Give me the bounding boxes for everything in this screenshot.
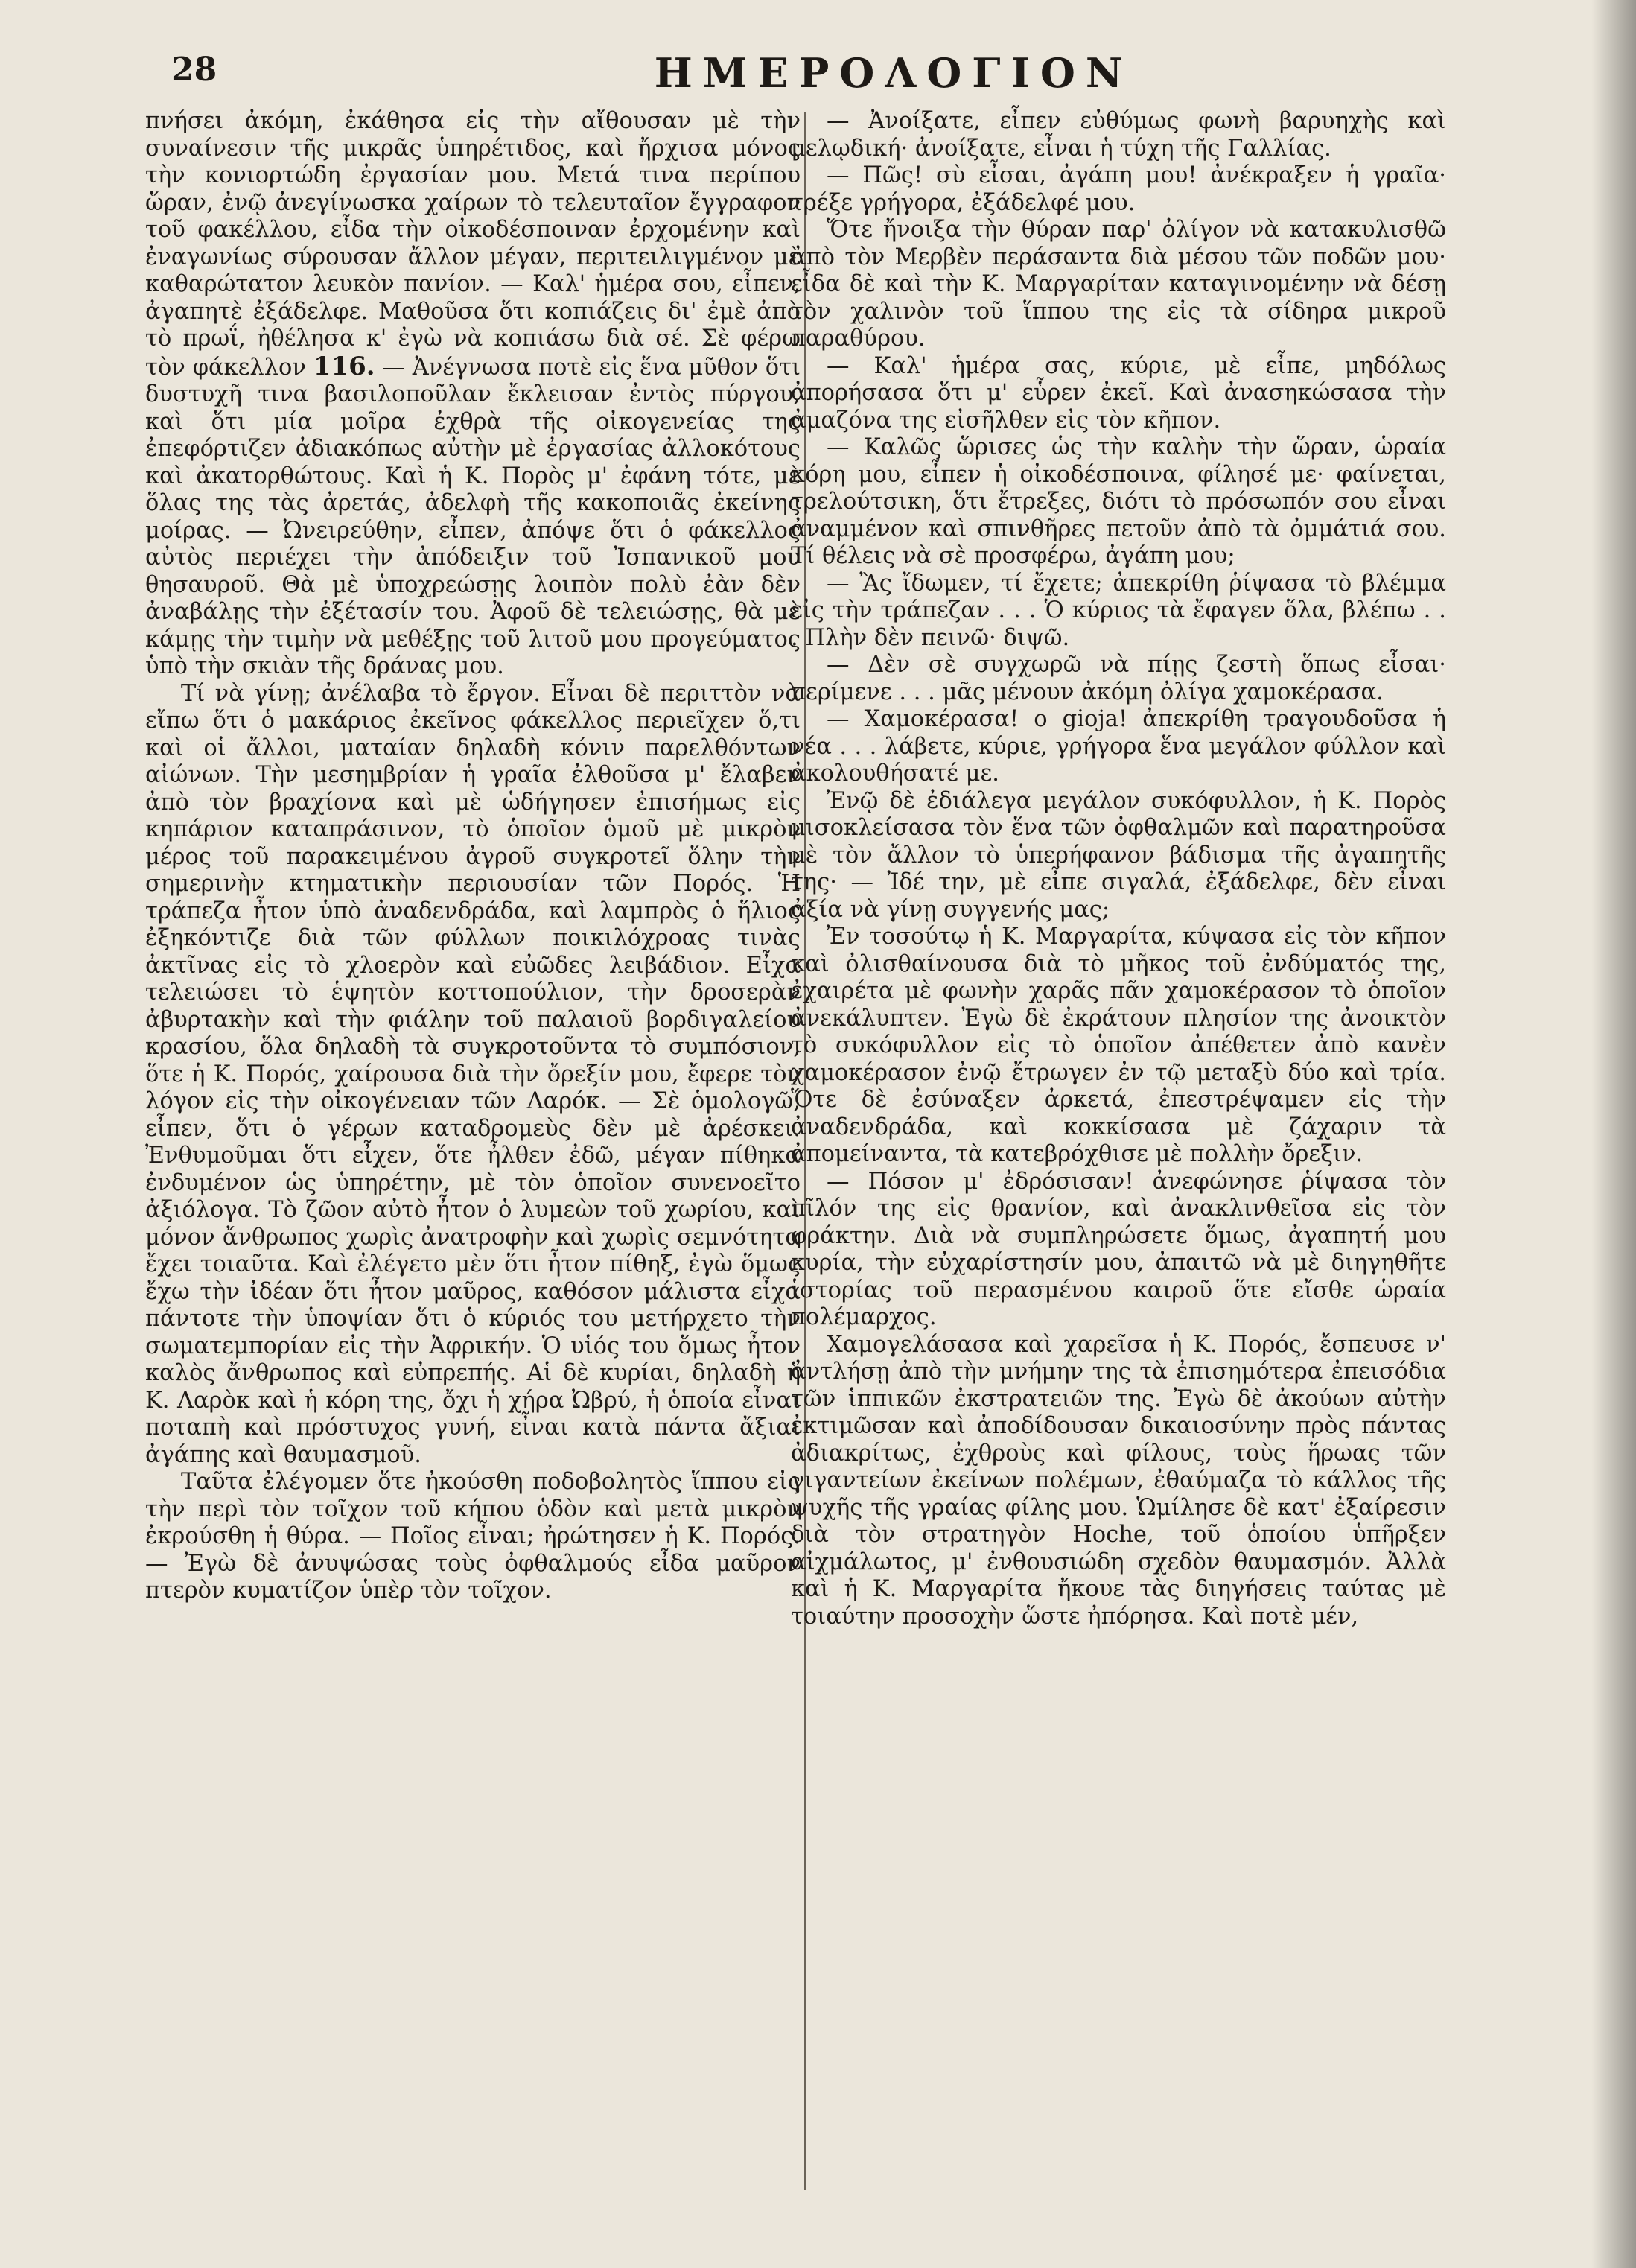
section-number: 116. <box>313 351 375 381</box>
page-header <box>164 46 1474 106</box>
paragraph: Ταῦτα ἐλέγομεν ὅτε ἠκούσθη ποδοβολητὸς ἵππου εἰς τὴν περὶ τὸν τοῖχον τοῦ κήπου ὁδὸν καὶ μετὰ μικρὸν ἐκρούσθη ἡ θύρα. — Ποῖος εἶναι; ἠρώτησεν ἡ Κ. Πορός. — Ἐγὼ δὲ ἀνυψώσας τοὺς ὀφθαλμούς εἶδα μαῦρον πτερὸν κυματίζον ὑπὲρ τὸν τοῖχον. <box>145 1469 801 1604</box>
paragraph: — Ἂς ἴδωμεν, τί ἔχετε; ἀπεκρίθη ῥίψασα τὸ βλέμμα εἰς τὴν τράπεζαν . . . Ὁ κύριος τὰ ἔφαγεν ὅλα, βλέπω . . . Πλὴν δὲν πεινῶ· διψῶ. <box>791 570 1446 651</box>
paragraph <box>145 108 801 681</box>
paragraph: Τί νὰ γίνῃ; ἀνέλαβα τὸ ἔργον. Εἶναι δὲ περιττὸν νὰ εἴπω ὅτι ὁ μακάριος ἐκεῖνος φάκελλος περιεῖχεν ὅ,τι καὶ οἱ ἄλλοι, ματαίαν δηλαδὴ κόνιν παρελθόντων αἰώνων. Τὴν μεσημβρίαν ἡ γραῖα ἐλθοῦσα μ' ἔλαβεν ἀπὸ τὸν βραχίονα καὶ μὲ ὡδήγησεν ἐπισήμως εἰς κηπάριον καταπράσινον, τὸ ὁποῖον ὁμοῦ μὲ μικρὸν μέρος τοῦ παρακειμένου ἀγροῦ συγκροτεῖ ὅλην τὴν σημερινὴν κτηματικὴν περιουσίαν τῶν Πορός. Ἡ τράπεζα ἦτον ὑπὸ ἀναδενδράδα, καὶ λαμπρὸς ὁ ἥλιος ἐξηκόντιζε διὰ τῶν φύλλων ποικιλόχροας τινὰς ἀκτῖνας εἰς τὸ χλοερὸν καὶ εὐῶδες λειβάδιον. Εἶχα τελειώσει τὸ ἑψητὸν κοττοπούλιον, τὴν δροσερὰν ἀβυρτακὴν καὶ τὴν φιάλην τοῦ παλαιοῦ βορδιγαλείου κρασίου, ὅλα δηλαδὴ τὰ συγκροτοῦντα τὸ συμπόσιον, ὅτε ἡ Κ. Πορός, χαίρουσα διὰ τὴν ὄρεξίν μου, ἔφερε τὸν λόγον εἰς τὴν οἰκογένειαν τῶν Λαρόκ. — Σὲ ὁμολογῶ, εἶπεν, ὅτι ὁ γέρων καταδρομεὺς δὲν μὲ ἀρέσκει. Ἐνθυμοῦμαι ὅτι εἶχεν, ὅτε ἦλθεν ἐδῶ, μέγαν πίθηκα ἐνδυμένον ὡς ὑπηρέτην, μὲ τὸν ὁποῖον συνενοεῖτο ἀξιόλογα. Τὸ ζῶον αὐτὸ ἦτον ὁ λυμεὼν τοῦ χωρίου, καὶ μόνον ἄνθρωπος χωρὶς ἀνατροφὴν καὶ χωρὶς σεμνότητα ἔχει τοιαῦτα. Καὶ ἐλέγετο μὲν ὅτι ἦτον πίθηξ, ἐγὼ ὅμως ἔχω τὴν ἰδέαν ὅτι ἦτον μαῦρος, καθόσον μάλιστα εἶχα πάντοτε τὴν ὑποψίαν ὅτι ὁ κύριός του μετήρχετο τὴν σωματεμπορίαν εἰς τὴν Ἀφρικήν. Ὁ υἱός του ὅμως ἦτον καλὸς ἄνθρωπος καὶ εὐπρεπής. Αἱ δὲ κυρίαι, δηλαδὴ ἡ Κ. Λαρὸκ καὶ ἡ κόρη της, ὄχι ἡ χήρα Ὠβρύ, ἡ ὁποία εἶναι ποταπὴ καὶ πρόστυχος γυνή, εἶναι κατὰ πάντα ἄξιαι ἀγάπης καὶ θαυμασμοῦ. <box>145 680 801 1468</box>
paragraph: Ἐν τοσούτῳ ἡ Κ. Μαργαρίτα, κύψασα εἰς τὸν κῆπον καὶ ὀλισθαίνουσα διὰ τὸ μῆκος τοῦ ἐνδύματός της, ἐχαιρέτα μὲ φωνὴν χαρᾶς πᾶν χαμοκέρασον τὸ ὁποῖον ἀνεκάλυπτεν. Ἐγὼ δὲ ἐκράτουν πλησίον της ἀνοικτὸν τὸ συκόφυλλον εἰς τὸ ὁποῖον ἀπέθετεν ἀπὸ κανὲν χαμοκέρασον ἐνῷ ἔτρωγεν ἐν τῷ μεταξὺ δύο καὶ τρία. Ὅτε δὲ ἐσύναξεν ἀρκετά, ἐπεστρέψαμεν εἰς τὴν ἀναδενδράδα, καὶ κοκκίσασα μὲ ζάχαριν τὰ ἀπομείναντα, τὰ κατεβρόχθισε μὲ πολλὴν ὄρεξιν. <box>791 924 1446 1167</box>
paragraph: — Πῶς! σὺ εἶσαι, ἀγάπη μου! ἀνέκραξεν ἡ γραῖα· τρέξε γρήγορα, ἐξάδελφέ μου. <box>791 162 1446 216</box>
paragraph: Ὅτε ἤνοιξα τὴν θύραν παρ' ὀλίγον νὰ κατακυλισθῶ ἀπὸ τὸν Μερβὲν περάσαντα διὰ μέσου τῶν ποδῶν μου· εἶδα δὲ καὶ τὴν Κ. Μαργαρίταν καταγινομένην νὰ δέσῃ τὸν χαλινὸν τοῦ ἵππου της εἰς τὰ σίδηρα μικροῦ παραθύρου. <box>791 217 1446 352</box>
paragraph: Ἐνῷ δὲ ἐδιάλεγα μεγάλον συκόφυλλον, ἡ Κ. Πορὸς μισοκλείσασα τὸν ἕνα τῶν ὀφθαλμῶν καὶ παρατηροῦσα μὲ τὸν ἄλλον τὸ ὑπερήφανον βάδισμα τῆς ἀγαπητῆς της· — Ἰδέ την, μὲ εἶπε σιγαλά, ἐξάδελφε, δὲν εἶναι ἀξία νὰ γίνῃ συγγενής μας; <box>791 787 1446 923</box>
paragraph: — Καλῶς ὥρισες ὡς τὴν καλὴν τὴν ὥραν, ὡραία κόρη μου, εἶπεν ἡ οἰκοδέσποινα, φίλησέ με· φαίνεται, τρελούτσικη, ὅτι ἔτρεξες, διότι τὸ πρόσωπόν σου εἶναι ἀναμμένον καὶ σπινθῆρες πετοῦν ἀπὸ τὰ ὀμμάτιά σου. Τί θέλεις νὰ σὲ προσφέρω, ἀγάπη μου; <box>791 434 1446 569</box>
right-column <box>791 108 1446 2216</box>
paragraph: — Καλ' ἡμέρα σας, κύριε, μὲ εἶπε, μηδόλως ἀπορήσασα ὅτι μ' εὗρεν ἐκεῖ. Καὶ ἀνασηκώσασα τὴν ἀμαζόνα της εἰσῆλθεν εἰς τὸν κῆπον. <box>791 352 1446 433</box>
left-column <box>145 108 801 2216</box>
paragraph: — Πόσον μ' ἐδρόσισαν! ἀνεφώνησε ῥίψασα τὸν πῖλόν της εἰς θρανίον, καὶ ἀνακλινθεῖσα εἰς τὸν φράκτην. Διὰ νὰ συμπληρώσετε ὅμως, ἀγαπητή μου κυρία, τὴν εὐχαρίστησίν μου, ἀπαιτῶ νὰ μὲ διηγηθῆτε ἱστορίας τοῦ περασμένου καιροῦ ὅτε εἴσθε ὡραία πολέμαρχος. <box>791 1168 1446 1330</box>
page-edge-shadow <box>1591 0 1636 2268</box>
paragraph-text: πνήσει ἀκόμη, ἐκάθησα εἰς τὴν αἴθουσαν μὲ τὴν συναίνεσιν τῆς μικρᾶς ὑπηρέτιδος, καὶ ἤρχισα μόνος τὴν κονιορτώδη ἐργασίαν μου. Μετά τινα περίπου ὥραν, ἐνῷ ἀνεγίνωσκα χαίρων τὸ τελευταῖον ἔγγραφον τοῦ φακέλλου, εἶδα τὴν οἰκοδέσποιναν ἐρχομένην καὶ ἐναγωνίως σύρουσαν ἄλλον μέγαν, περιτειλιγμένον μὲ καθαρώτατον λευκὸν πανίον. — Καλ' ἡμέρα σου, εἶπεν, ἀγαπητὲ ἐξάδελφε. Μαθοῦσα ὅτι κοπιάζεις δι' ἐμὲ ἀπὸ τὸ πρωΐ, ἠθέλησα κ' ἐγὼ νὰ κοπιάσω διὰ σέ. Σὲ φέρω τὸν φάκελλον <box>145 108 801 381</box>
paragraph: Χαμογελάσασα καὶ χαρεῖσα ἡ Κ. Πορός, ἔσπευσε ν' ἀντλήσῃ ἀπὸ τὴν μνήμην της τὰ ἐπισημότερα ἐπεισόδια τῶν ἱππικῶν ἐκστρατειῶν της. Ἐγὼ δὲ ἀκούων αὐτὴν ἐκτιμῶσαν καὶ ἀποδίδουσαν δικαιοσύνην πρὸς πάντας ἀδιακρίτως, ἐχθροὺς καὶ φίλους, τοὺς ἥρωας τῶν γιγαντείων ἐκείνων πολέμων, ἐθαύμαζα τὸ κάλλος τῆς ψυχῆς τῆς γραίας φίλης μου. Ὡμίλησε δὲ κατ' ἐξαίρεσιν διὰ τὸν στρατηγὸν Hoche, τοῦ ὁποίου ὑπῆρξεν αἰχμάλωτος, μ' ἐνθουσιώδη σχεδὸν θαυμασμόν. Ἀλλὰ καὶ ἡ Κ. Μαργαρίτα ἤκουε τὰς διηγήσεις ταύτας μὲ τοιαύτην προσοχὴν ὥστε ἠπόρησα. Καὶ ποτὲ μέν, <box>791 1331 1446 1630</box>
paragraph: — Δὲν σὲ συγχωρῶ νὰ πίῃς ζεστὴ ὅπως εἶσαι· περίμενε . . . μᾶς μένουν ἀκόμη ὀλίγα χαμοκέρασα. <box>791 652 1446 705</box>
page-number: 28 <box>171 51 217 89</box>
running-head: ΗΜΕΡΟΛΟΓΙΟΝ <box>654 49 1133 97</box>
paragraph-text: — Ἀνέγνωσα ποτὲ εἰς ἕνα μῦθον ὅτι δυστυχῆ τινα βασιλοποῦλαν ἔκλεισαν ἐντὸς πύργου, καὶ ὅτι μία μοῖρα ἐχθρὰ τῆς οἰκογενείας της ἐπεφόρτιζεν ἀδιακόπως αὐτὴν μὲ ἐργασίας ἀλλοκότους καὶ ἀκατορθώτους. Καὶ ἡ Κ. Πορὸς μ' ἐφάνη τότε, μὲ ὅλας της τὰς ἀρετάς, ἀδελφὴ τῆς κακοποιᾶς ἐκείνης μοίρας. — Ὠνειρεύθην, εἶπεν, ἀπόψε ὅτι ὁ φάκελλος αὐτὸς περιέχει τὴν ἀπόδειξιν τοῦ Ἰσπανικοῦ μου θησαυροῦ. Θὰ μὲ ὑποχρεώσῃς λοιπὸν πολὺ ἐὰν δὲν ἀναβάλῃς τὴν ἐξέτασίν του. Ἀφοῦ δὲ τελειώσῃς, θὰ μὲ κάμῃς τὴν τιμὴν νὰ μεθέξῃς τοῦ λιτοῦ μου προγεύματος ὑπὸ τὴν σκιὰν τῆς δράνας μου. <box>145 354 801 679</box>
paragraph: — Ἀνοίξατε, εἶπεν εὐθύμως φωνὴ βαρυηχὴς καὶ μελῳδική· ἀνοίξατε, εἶναι ἡ τύχη τῆς Γαλλίας. <box>791 108 1446 162</box>
paragraph: — Χαμοκέρασα! o gioja! ἀπεκρίθη τραγουδοῦσα ἡ νέα . . . λάβετε, κύριε, γρήγορα ἕνα μεγάλον φύλλον καὶ ἀκολουθήσατέ με. <box>791 706 1446 787</box>
